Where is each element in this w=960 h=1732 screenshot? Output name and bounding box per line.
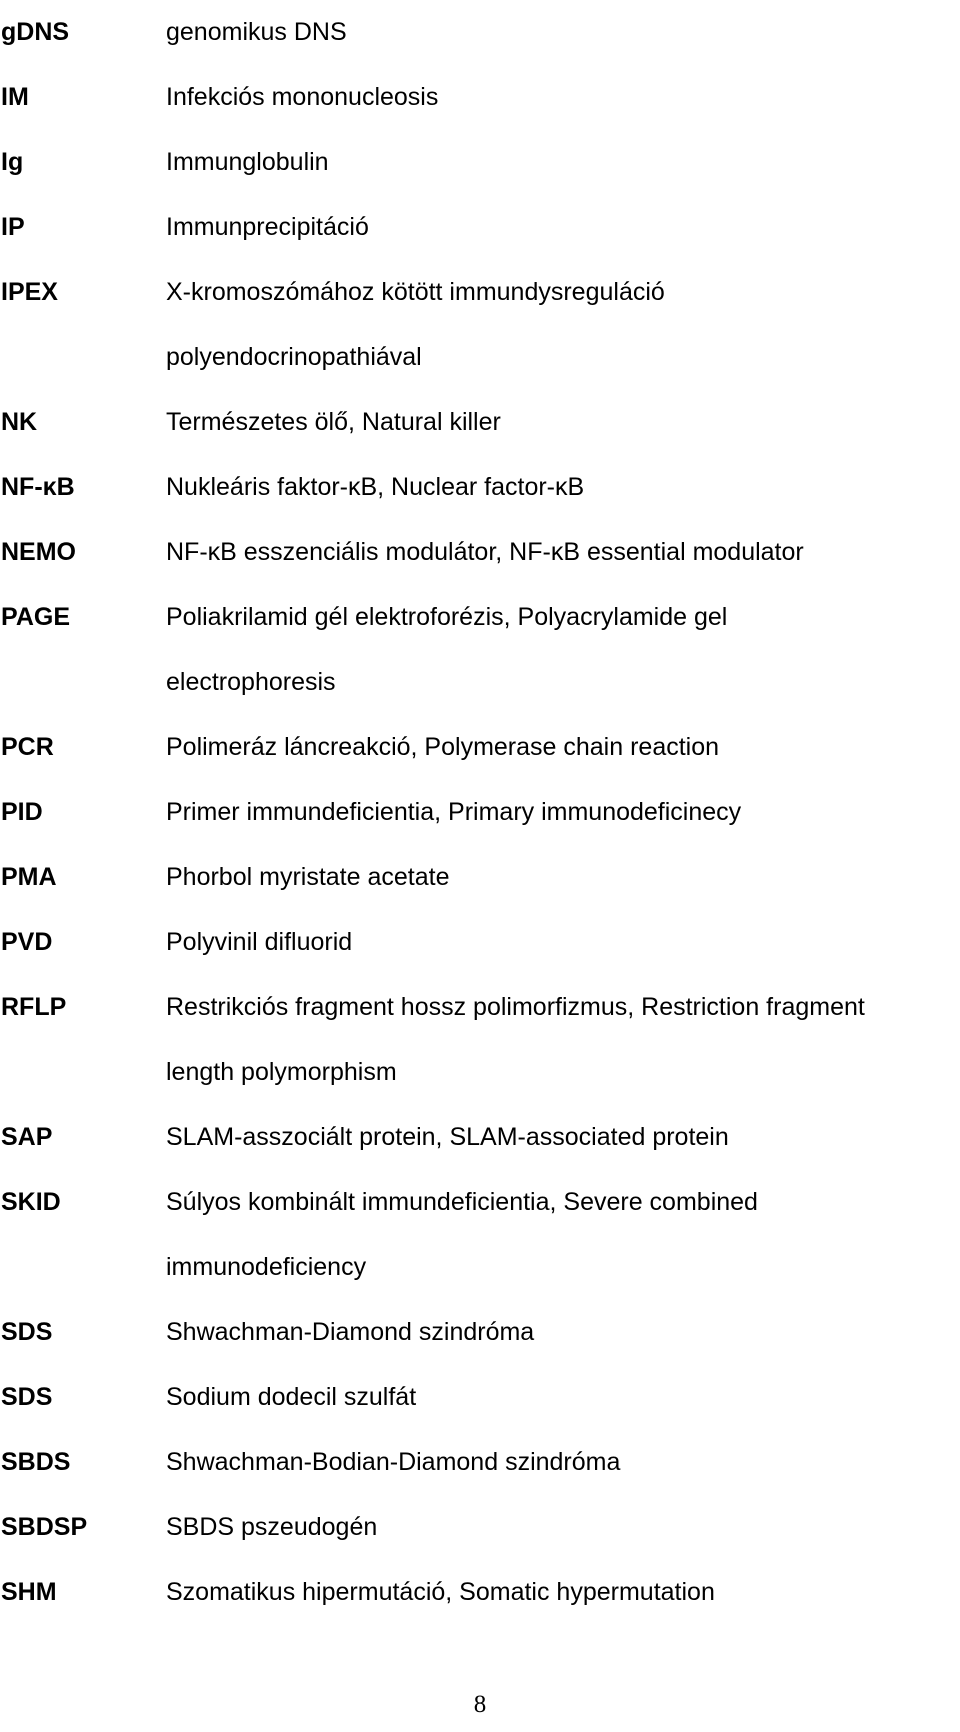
- abbreviation-row: [0, 1560, 960, 1625]
- definition-line: electrophoresis: [166, 668, 336, 696]
- abbreviation-row: [0, 455, 960, 520]
- abbreviation-row: [0, 975, 960, 1105]
- definition-line: NF-κB esszenciális modulátor, NF-κB essential modulator: [166, 538, 804, 566]
- abbreviation-definition: [166, 780, 960, 845]
- definition-line: length polymorphism: [166, 1058, 397, 1086]
- abbreviation-term: PCR: [1, 733, 54, 761]
- abbreviation-term: SDS: [1, 1383, 53, 1411]
- abbreviation-definition: [166, 845, 960, 910]
- abbreviation-term: NK: [1, 408, 38, 436]
- abbreviation-term: PVD: [1, 928, 53, 956]
- abbreviation-definition: [166, 520, 960, 585]
- abbreviation-row: [0, 520, 960, 585]
- definition-line: Nukleáris faktor-κB, Nuclear factor-κB: [166, 473, 585, 501]
- abbreviation-definition: [166, 1560, 960, 1625]
- definition-line: X-kromoszómához kötött immundysreguláció: [166, 278, 665, 306]
- abbreviation-definition: [166, 715, 960, 780]
- abbreviation-term: SAP: [1, 1123, 53, 1151]
- abbreviation-term: IPEX: [1, 278, 58, 306]
- definition-line: Szomatikus hipermutáció, Somatic hypermutation: [166, 1578, 715, 1606]
- abbreviation-row: [0, 585, 960, 715]
- definition-line: Sodium dodecil szulfát: [166, 1383, 417, 1411]
- abbreviation-row: [0, 390, 960, 455]
- abbreviation-row: [0, 715, 960, 780]
- definition-line: Természetes ölő, Natural killer: [166, 408, 501, 436]
- definition-line: Poliakrilamid gél elektroforézis, Polyacrylamide gel: [166, 603, 728, 631]
- abbreviation-definition: [166, 65, 960, 130]
- abbreviation-term: SKID: [1, 1188, 61, 1216]
- abbreviation-row: [0, 1170, 960, 1300]
- abbreviation-term: SHM: [1, 1578, 57, 1606]
- definition-line: Súlyos kombinált immundeficientia, Severe combined: [166, 1188, 758, 1216]
- definition-line: SBDS pszeudogén: [166, 1513, 378, 1541]
- abbreviation-definition: [166, 1430, 960, 1495]
- abbreviation-row: [0, 260, 960, 390]
- definition-line: Polyvinil difluorid: [166, 928, 353, 956]
- abbreviation-definition: [166, 585, 960, 715]
- definition-line: SLAM-asszociált protein, SLAM-associated protein: [166, 1123, 729, 1151]
- definition-line: Immunprecipitáció: [166, 213, 369, 241]
- abbreviation-definition: [166, 195, 960, 260]
- abbreviation-definition: [166, 1365, 960, 1430]
- definition-line: Primer immundeficientia, Primary immunodeficinecy: [166, 798, 742, 826]
- abbreviation-term: IP: [1, 213, 25, 241]
- definition-line: Polimeráz láncreakció, Polymerase chain reaction: [166, 733, 720, 761]
- abbreviation-definition: [166, 1495, 960, 1560]
- abbreviation-term: gDNS: [1, 18, 70, 46]
- abbreviation-row: [0, 65, 960, 130]
- abbreviation-row: [0, 0, 960, 65]
- definition-line: immunodeficiency: [166, 1253, 367, 1281]
- abbreviation-row: [0, 1300, 960, 1365]
- abbreviation-definition: [166, 260, 960, 390]
- abbreviation-definition: [166, 975, 960, 1105]
- abbreviation-term: RFLP: [1, 993, 67, 1021]
- definition-line: Phorbol myristate acetate: [166, 863, 450, 891]
- abbreviation-term: PAGE: [1, 603, 70, 631]
- abbreviation-row: [0, 1105, 960, 1170]
- abbreviation-definition: [166, 1170, 960, 1300]
- abbreviation-term: SBDSP: [1, 1513, 88, 1541]
- abbreviation-definition: [166, 455, 960, 520]
- definition-line: polyendocrinopathiával: [166, 343, 422, 371]
- definition-line: Immunglobulin: [166, 148, 329, 176]
- abbreviation-term: IM: [1, 83, 29, 111]
- abbreviation-row: [0, 780, 960, 845]
- abbreviation-row: [0, 910, 960, 975]
- abbreviation-definition: [166, 130, 960, 195]
- abbreviation-definition: [166, 1300, 960, 1365]
- abbreviation-row: [0, 1365, 960, 1430]
- abbreviation-row: [0, 845, 960, 910]
- abbreviation-term: SDS: [1, 1318, 53, 1346]
- abbreviation-term: PMA: [1, 863, 57, 891]
- abbreviation-definition: [166, 1105, 960, 1170]
- abbreviation-definition: [166, 390, 960, 455]
- abbreviation-row: [0, 1495, 960, 1560]
- definition-line: Shwachman-Diamond szindróma: [166, 1318, 535, 1346]
- definition-line: Shwachman-Bodian-Diamond szindróma: [166, 1448, 621, 1476]
- abbreviation-row: [0, 195, 960, 260]
- abbreviation-term: NEMO: [1, 538, 76, 566]
- abbreviation-definition: [166, 0, 960, 65]
- definition-line: genomikus DNS: [166, 18, 347, 46]
- abbreviation-definition: [166, 910, 960, 975]
- abbreviation-row: [0, 1430, 960, 1495]
- abbreviation-term: Ig: [1, 148, 24, 176]
- definition-line: Infekciós mononucleosis: [166, 83, 439, 111]
- abbreviation-term: SBDS: [1, 1448, 71, 1476]
- page-number: 8: [473, 1691, 487, 1718]
- abbreviation-row: [0, 130, 960, 195]
- abbreviation-term: PID: [1, 798, 43, 826]
- definition-line: Restrikciós fragment hossz polimorfizmus, Restriction fragment: [166, 993, 865, 1021]
- abbreviation-term: NF-κB: [1, 473, 75, 501]
